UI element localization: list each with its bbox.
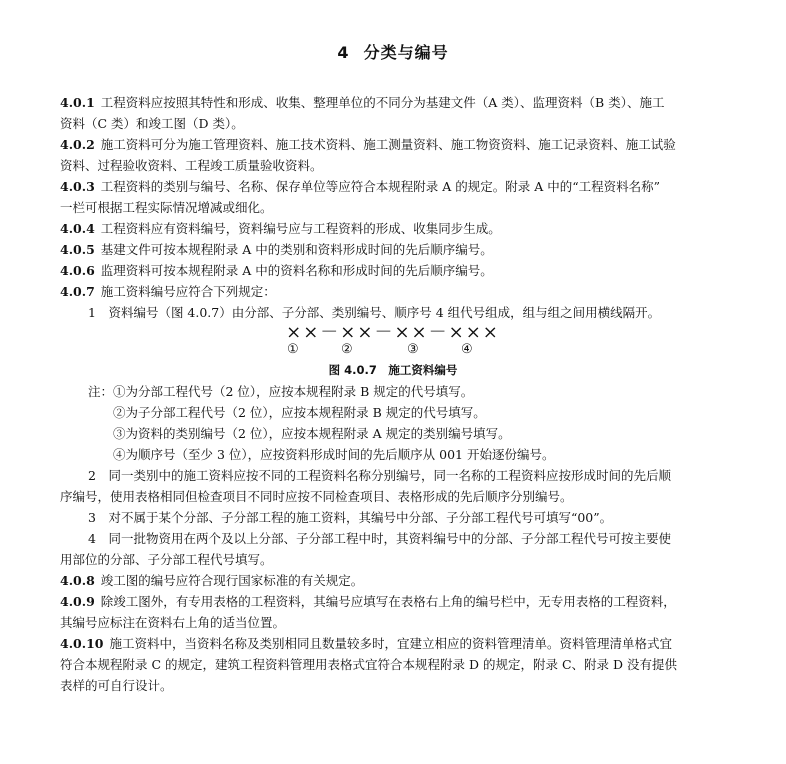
clause-4-0-8 — [60, 570, 730, 591]
clause-text: 施工资料可分为施工管理资料、施工技术资料、施工测量资料、施工物资资料、施工记录资料、施工试验 — [100, 137, 676, 152]
figure-caption: 图 4.0.7 施工资料编号 — [328, 363, 458, 377]
clause-text: 基建文件可按本规程附录 A 中的类别和资料形成时间的先后顺序编号。 — [100, 242, 493, 257]
clause-4-0-1-cont: 资料（C 类）和竣工图（D 类）。 — [60, 116, 244, 131]
clause-4-0-3 — [60, 176, 730, 197]
clause-text: 工程资料应有资料编号，资料编号应与工程资料的形成、收集同步生成。 — [100, 221, 501, 236]
item-3: 3 对不属于某个分部、子分部工程的施工资料，其编号中分部、子分部工程代号可填写“00”。 — [88, 510, 613, 525]
marker-2: ② — [341, 342, 353, 357]
item-4-cont: 用部位的分部、子分部工程代号填写。 — [60, 552, 273, 567]
marker-4: ④ — [461, 342, 473, 357]
clause-4-0-10 — [60, 633, 730, 654]
code-format: ××－××－××－××× — [286, 322, 500, 343]
note-1: 注：①为分部工程代号（2 位），应按本规程附录 B 规定的代号填写。 — [88, 384, 474, 399]
clause-text: 竣工图的编号应符合现行国家标准的有关规定。 — [100, 573, 364, 588]
note-2: ②为子分部工程代号（2 位），应按本规程附录 B 规定的代号填写。 — [113, 405, 486, 420]
clause-number: 4.0.2 — [60, 137, 95, 152]
clause-4-0-7 — [60, 281, 730, 302]
clause-4-0-2-cont: 资料、过程验收资料、工程竣工质量验收资料。 — [60, 158, 323, 173]
item-1: 1 资料编号（图 4.0.7）由分部、子分部、类别编号、顺序号 4 组代号组成，组与组之间用横线隔开。 — [88, 305, 661, 320]
clause-4-0-4 — [60, 218, 730, 239]
clause-text: 除竣工图外，有专用表格的工程资料，其编号应填写在表格右上角的编号栏中，无专用表格的工程资料， — [100, 594, 676, 609]
clause-number: 4.0.10 — [60, 636, 104, 651]
marker-3: ③ — [407, 342, 419, 357]
clause-number: 4.0.3 — [60, 179, 95, 194]
clause-number: 4.0.7 — [60, 284, 95, 299]
clause-4-0-2 — [60, 134, 730, 155]
clause-4-0-1 — [60, 92, 730, 113]
item-4: 4 同一批物资用在两个及以上分部、子分部工程中时，其资料编号中的分部、子分部工程代号可按主要使 — [88, 531, 671, 546]
clause-4-0-9-cont: 其编号应标注在资料右上角的适当位置。 — [60, 615, 286, 630]
item-2-cont: 序编号，使用表格相同但检查项目不同时应按不同检查项目、表格形成的先后顺序分别编号。 — [60, 489, 573, 504]
section-number: 4 — [337, 43, 350, 62]
clause-text: 监理资料可按本规程附录 A 中的资料名称和形成时间的先后顺序编号。 — [100, 263, 493, 278]
clause-4-0-9 — [60, 591, 730, 612]
clause-4-0-5 — [60, 239, 730, 260]
clause-number: 4.0.1 — [60, 95, 95, 110]
clause-4-0-6 — [60, 260, 730, 281]
note-4: ④为顺序号（至少 3 位），应按资料形成时间的先后顺序从 001 开始逐份编号。 — [113, 447, 555, 462]
clause-text: 工程资料的类别与编号、名称、保存单位等应符合本规程附录 A 的规定。附录 A 中的“工程资料名称” — [100, 179, 661, 194]
clause-4-0-3-cont: 一栏可根据工程实际情况增减或细化。 — [60, 200, 273, 215]
clause-4-0-10-cont-2: 表样的可自行设计。 — [60, 678, 173, 693]
clause-number: 4.0.8 — [60, 573, 95, 588]
clause-4-0-10-cont-1: 符合本规程附录 C 的规定，建筑工程资料管理用表格式宜符合本规程附录 D 的规定，附录 C、附录 D 没有提供 — [60, 657, 677, 672]
clause-text: 施工资料编号应符合下列规定： — [100, 284, 276, 299]
clause-number: 4.0.6 — [60, 263, 95, 278]
section-title — [0, 40, 786, 63]
note-3: ③为资料的类别编号（2 位），应按本规程附录 A 规定的类别编号填写。 — [113, 426, 511, 441]
clause-text: 施工资料中，当资料名称及类别相同且数量较多时，宜建立相应的资料管理清单。资料管理清单格式宜 — [109, 636, 673, 651]
clause-number: 4.0.4 — [60, 221, 95, 236]
marker-1: ① — [287, 342, 299, 357]
clause-text: 工程资料应按照其特性和形成、收集、整理单位的不同分为基建文件（A 类）、监理资料（B 类）、施工 — [100, 95, 665, 110]
clause-number: 4.0.9 — [60, 594, 95, 609]
item-2: 2 同一类别中的施工资料应按不同的工程资料名称分别编号，同一名称的工程资料应按形成时间的先后顺 — [88, 468, 671, 483]
clause-number: 4.0.5 — [60, 242, 95, 257]
section-heading: 分类与编号 — [363, 43, 449, 62]
